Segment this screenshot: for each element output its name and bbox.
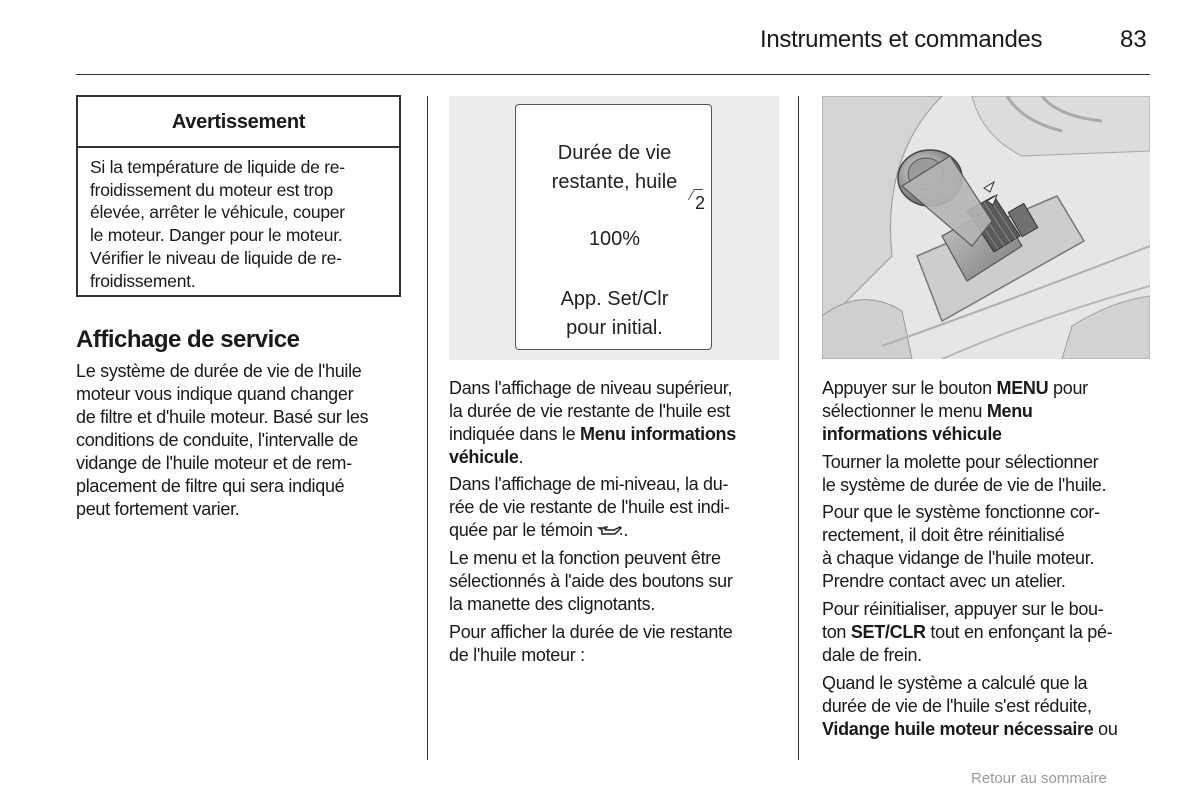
text-line: informations véhicule [822, 424, 1002, 444]
text-line: vidange de l'huile moteur et de rem- [76, 453, 352, 473]
warning-line: élevée, arrêter le véhicule, couper [90, 202, 345, 223]
text-line: Le système de durée de vie de l'huile [76, 361, 362, 381]
warning-line: froidissement. [90, 270, 196, 291]
column-divider-1 [427, 96, 428, 760]
text-line: rectement, il doit être réinitialisé [822, 525, 1065, 545]
display-percent: 100% [588, 228, 641, 250]
text-line: quée par le témoin . [449, 519, 784, 544]
display-line: pour initial. [566, 317, 663, 339]
turn-signal-stalk-illustration [822, 96, 1150, 359]
info-display-screen [515, 104, 712, 350]
display-line: App. Set/Clr [560, 288, 669, 310]
page-number: 83 [1120, 26, 1147, 53]
text-line: moteur vous indique quand changer [76, 384, 354, 404]
text-line: Dans l'affichage de mi-niveau, la du- [449, 474, 729, 494]
text-line: Quand le système a calculé que la [822, 673, 1088, 693]
back-to-contents-link[interactable]: Retour au sommaire [971, 770, 1107, 787]
text-line: la manette des clignotants. [449, 594, 656, 614]
text-line: le système de durée de vie de l'huile. [822, 475, 1107, 495]
warning-line: Vérifier le niveau de liquide de re- [90, 247, 342, 268]
text-line: à chaque vidange de l'huile moteur. [822, 548, 1095, 568]
text-line: ton SET/CLR tout en enfonçant la pé- [822, 622, 1113, 642]
paragraph-show-life [449, 621, 784, 667]
display-line: Durée de vie [557, 142, 672, 164]
section-heading: Affichage de service [76, 326, 300, 353]
paragraph-mid-level [449, 473, 784, 544]
paragraph-oil-change [822, 672, 1157, 741]
display-page-number: 2 [695, 193, 706, 213]
text-line: de l'huile moteur : [449, 645, 585, 665]
text-line: conditions de conduite, l'intervalle de [76, 430, 358, 450]
text-line: la durée de vie restante de l'huile est [449, 401, 730, 421]
text-line: Prendre contact avec un atelier. [822, 571, 1066, 591]
text-line: placement de filtre qui sera indiqué [76, 476, 345, 496]
text-line: sélectionnés à l'aide des boutons sur [449, 571, 733, 591]
service-paragraph [76, 360, 416, 521]
text-line: Pour afficher la durée de vie restante [449, 622, 733, 642]
oil-can-icon [597, 521, 623, 544]
paragraph-reset-procedure [822, 598, 1157, 667]
text-line: Vidange huile moteur nécessaire ou [822, 719, 1118, 739]
text-line: Appuyer sur le bouton MENU pour [822, 378, 1088, 398]
paragraph-menu [449, 547, 784, 616]
paragraph-menu-button [822, 377, 1157, 446]
warning-line: Si la température de liquide de re- [90, 157, 345, 177]
text-line: dale de frein. [822, 645, 922, 665]
paragraph-reset-info [822, 501, 1157, 593]
text-line: rée de vie restante de l'huile est indi- [449, 497, 730, 517]
page-header-title: Instruments et commandes [760, 26, 1043, 53]
text-line: peut fortement varier. [76, 499, 240, 519]
warning-box [76, 95, 401, 297]
text-line: durée de vie de l'huile s'est réduite, [822, 696, 1092, 716]
text-line: Le menu et la fonction peuvent être [449, 548, 721, 568]
text-line: Pour réinitialiser, appuyer sur le bou- [822, 599, 1104, 619]
text-line: Dans l'affichage de niveau supérieur, [449, 378, 733, 398]
paragraph-turn-wheel [822, 451, 1157, 497]
text-line: de filtre et d'huile moteur. Basé sur les [76, 407, 369, 427]
text-line: véhicule. [449, 447, 524, 467]
text-line: sélectionner le menu Menu [822, 401, 1033, 421]
warning-line: le moteur. Danger pour le moteur. [90, 225, 343, 246]
text-line: Tourner la molette pour sélectionner [822, 452, 1099, 472]
warning-title: Avertissement [78, 97, 399, 148]
warning-line: froidissement du moteur est trop [90, 179, 333, 200]
display-line: restante, huile [551, 171, 678, 193]
column-divider-2 [798, 96, 799, 760]
header-rule [76, 74, 1150, 75]
text-line: indiquée dans le Menu informations [449, 424, 736, 444]
text-line: Pour que le système fonctionne cor- [822, 502, 1100, 522]
paragraph-top-level [449, 377, 784, 469]
warning-text [78, 148, 399, 292]
